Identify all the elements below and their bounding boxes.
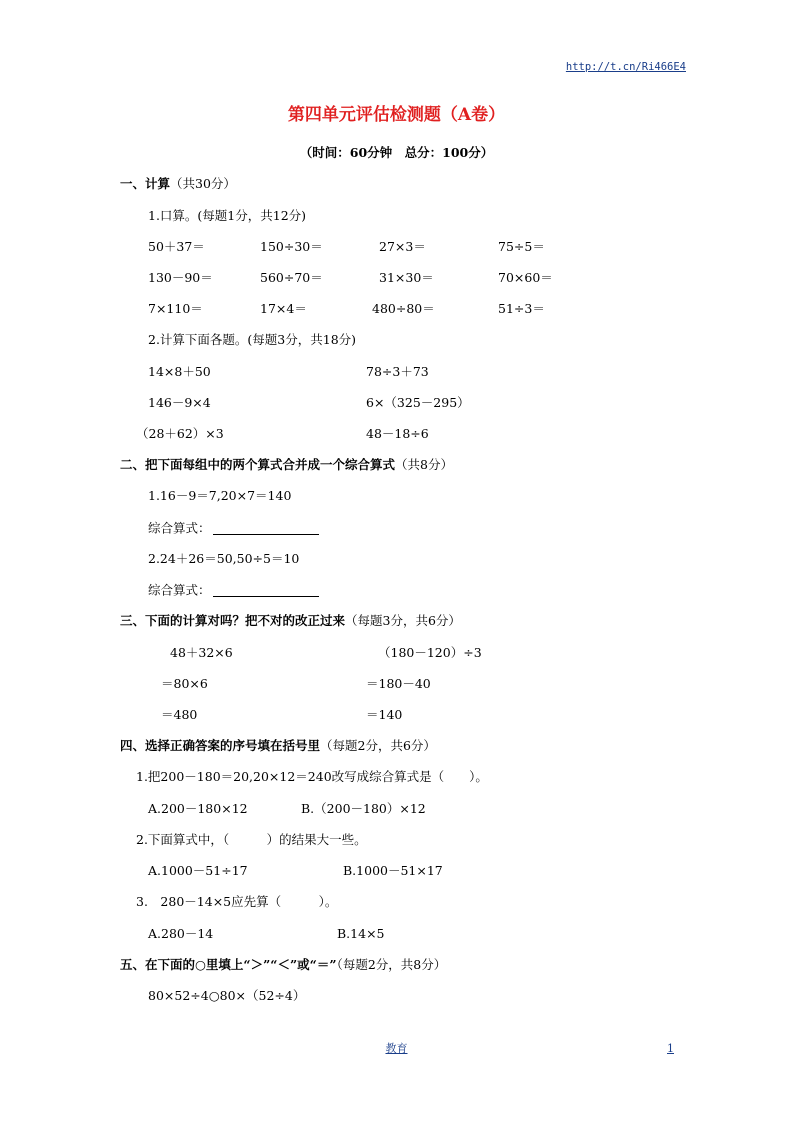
check-right-line: ＝180－40 [366, 676, 431, 691]
check-right-line: （180－120）÷3 [378, 645, 482, 660]
section-1-note: （共30分） [170, 176, 236, 191]
section-4-q2: 2.下面算式中，（ ）的结果大一些。 [136, 832, 367, 847]
check-left-line: 48＋32×6 [170, 645, 233, 660]
section-2-note: （共8分） [395, 457, 453, 472]
check-right-line: ＝140 [366, 707, 403, 722]
footer-link[interactable]: 教育 [385, 1042, 408, 1055]
page-title: 第四单元评估检测题（A卷） [287, 105, 506, 125]
calc-item: （28＋62）×3 [136, 426, 224, 441]
check-left-line: ＝480 [161, 707, 198, 722]
section-4-q1: 1.把200－180＝20,20×12＝240改写成综合算式是（ ）。 [136, 769, 488, 784]
oral-item: 27×3＝ [379, 239, 426, 254]
section-4-heading [120, 740, 436, 753]
calc-item: 146－9×4 [148, 395, 211, 410]
section-4-q3: 3. 280－14×5应先算（ ）。 [136, 894, 338, 909]
option-a: A.1000－51÷17 [148, 863, 248, 878]
section-5-note: （每题2分，共8分） [336, 957, 447, 972]
section-1-title: 一、计算 [120, 176, 171, 191]
oral-item: 7×110＝ [148, 301, 203, 316]
section-1-q2: 2.计算下面各题。(每题3分，共18分) [148, 332, 357, 347]
section-5-heading [120, 959, 446, 972]
oral-item: 75÷5＝ [498, 239, 545, 254]
oral-item: 480÷80＝ [372, 301, 435, 316]
oral-item: 130－90＝ [148, 270, 213, 285]
section-2-answer-2 [148, 584, 319, 597]
option-a: A.200－180×12 [148, 801, 248, 816]
option-b: B.（200－180）×12 [301, 801, 426, 816]
calc-item: 6×（325－295） [366, 395, 470, 410]
section-3-heading [120, 615, 461, 628]
section-3-note: （每题3分，共6分） [345, 613, 461, 628]
oral-item: 150÷30＝ [260, 239, 323, 254]
section-2-heading [120, 459, 453, 472]
option-b: B.1000－51×17 [343, 863, 443, 878]
option-b: B.14×5 [337, 926, 385, 941]
section-4-note: （每题2分，共6分） [320, 738, 436, 753]
oral-item: 50＋37＝ [148, 239, 205, 254]
header-url-link[interactable]: http://t.cn/Ri466E4 [565, 61, 686, 73]
section-5-title: 五、在下面的○里填上“＞”“＜”或“＝” [120, 957, 337, 972]
section-1-q1: 1.口算。(每题1分，共12分) [148, 208, 307, 223]
section-2-q1: 1.16－9＝7,20×7＝140 [148, 488, 292, 503]
oral-item: 70×60＝ [498, 270, 553, 285]
answer-label: 综合算式： [148, 520, 211, 536]
oral-item: 51÷3＝ [498, 301, 545, 316]
section-2-answer-1 [148, 522, 319, 535]
oral-item: 31×30＝ [379, 270, 434, 285]
calc-item: 14×8＋50 [148, 364, 211, 379]
oral-item: 560÷70＝ [260, 270, 323, 285]
answer-blank[interactable] [213, 584, 319, 597]
answer-blank[interactable] [213, 522, 319, 535]
check-left-line: ＝80×6 [161, 676, 208, 691]
oral-item: 17×4＝ [260, 301, 307, 316]
section-5-q1: 80×52÷4○80×（52÷4） [148, 988, 306, 1003]
section-4-title: 四、选择正确答案的序号填在括号里 [120, 738, 321, 753]
page-number: 1 [667, 1042, 674, 1055]
calc-item: 48－18÷6 [366, 426, 429, 441]
page-subtitle: （时间：60分钟 总分：100分） [299, 145, 494, 160]
section-3-title: 三、下面的计算对吗？把不对的改正过来 [120, 613, 346, 628]
answer-label: 综合算式： [148, 582, 211, 598]
section-1-heading [120, 178, 236, 191]
calc-item: 78÷3＋73 [366, 364, 429, 379]
section-2-q2: 2.24＋26＝50,50÷5＝10 [148, 551, 300, 566]
option-a: A.280－14 [148, 926, 214, 941]
section-2-title: 二、把下面每组中的两个算式合并成一个综合算式 [120, 457, 396, 472]
